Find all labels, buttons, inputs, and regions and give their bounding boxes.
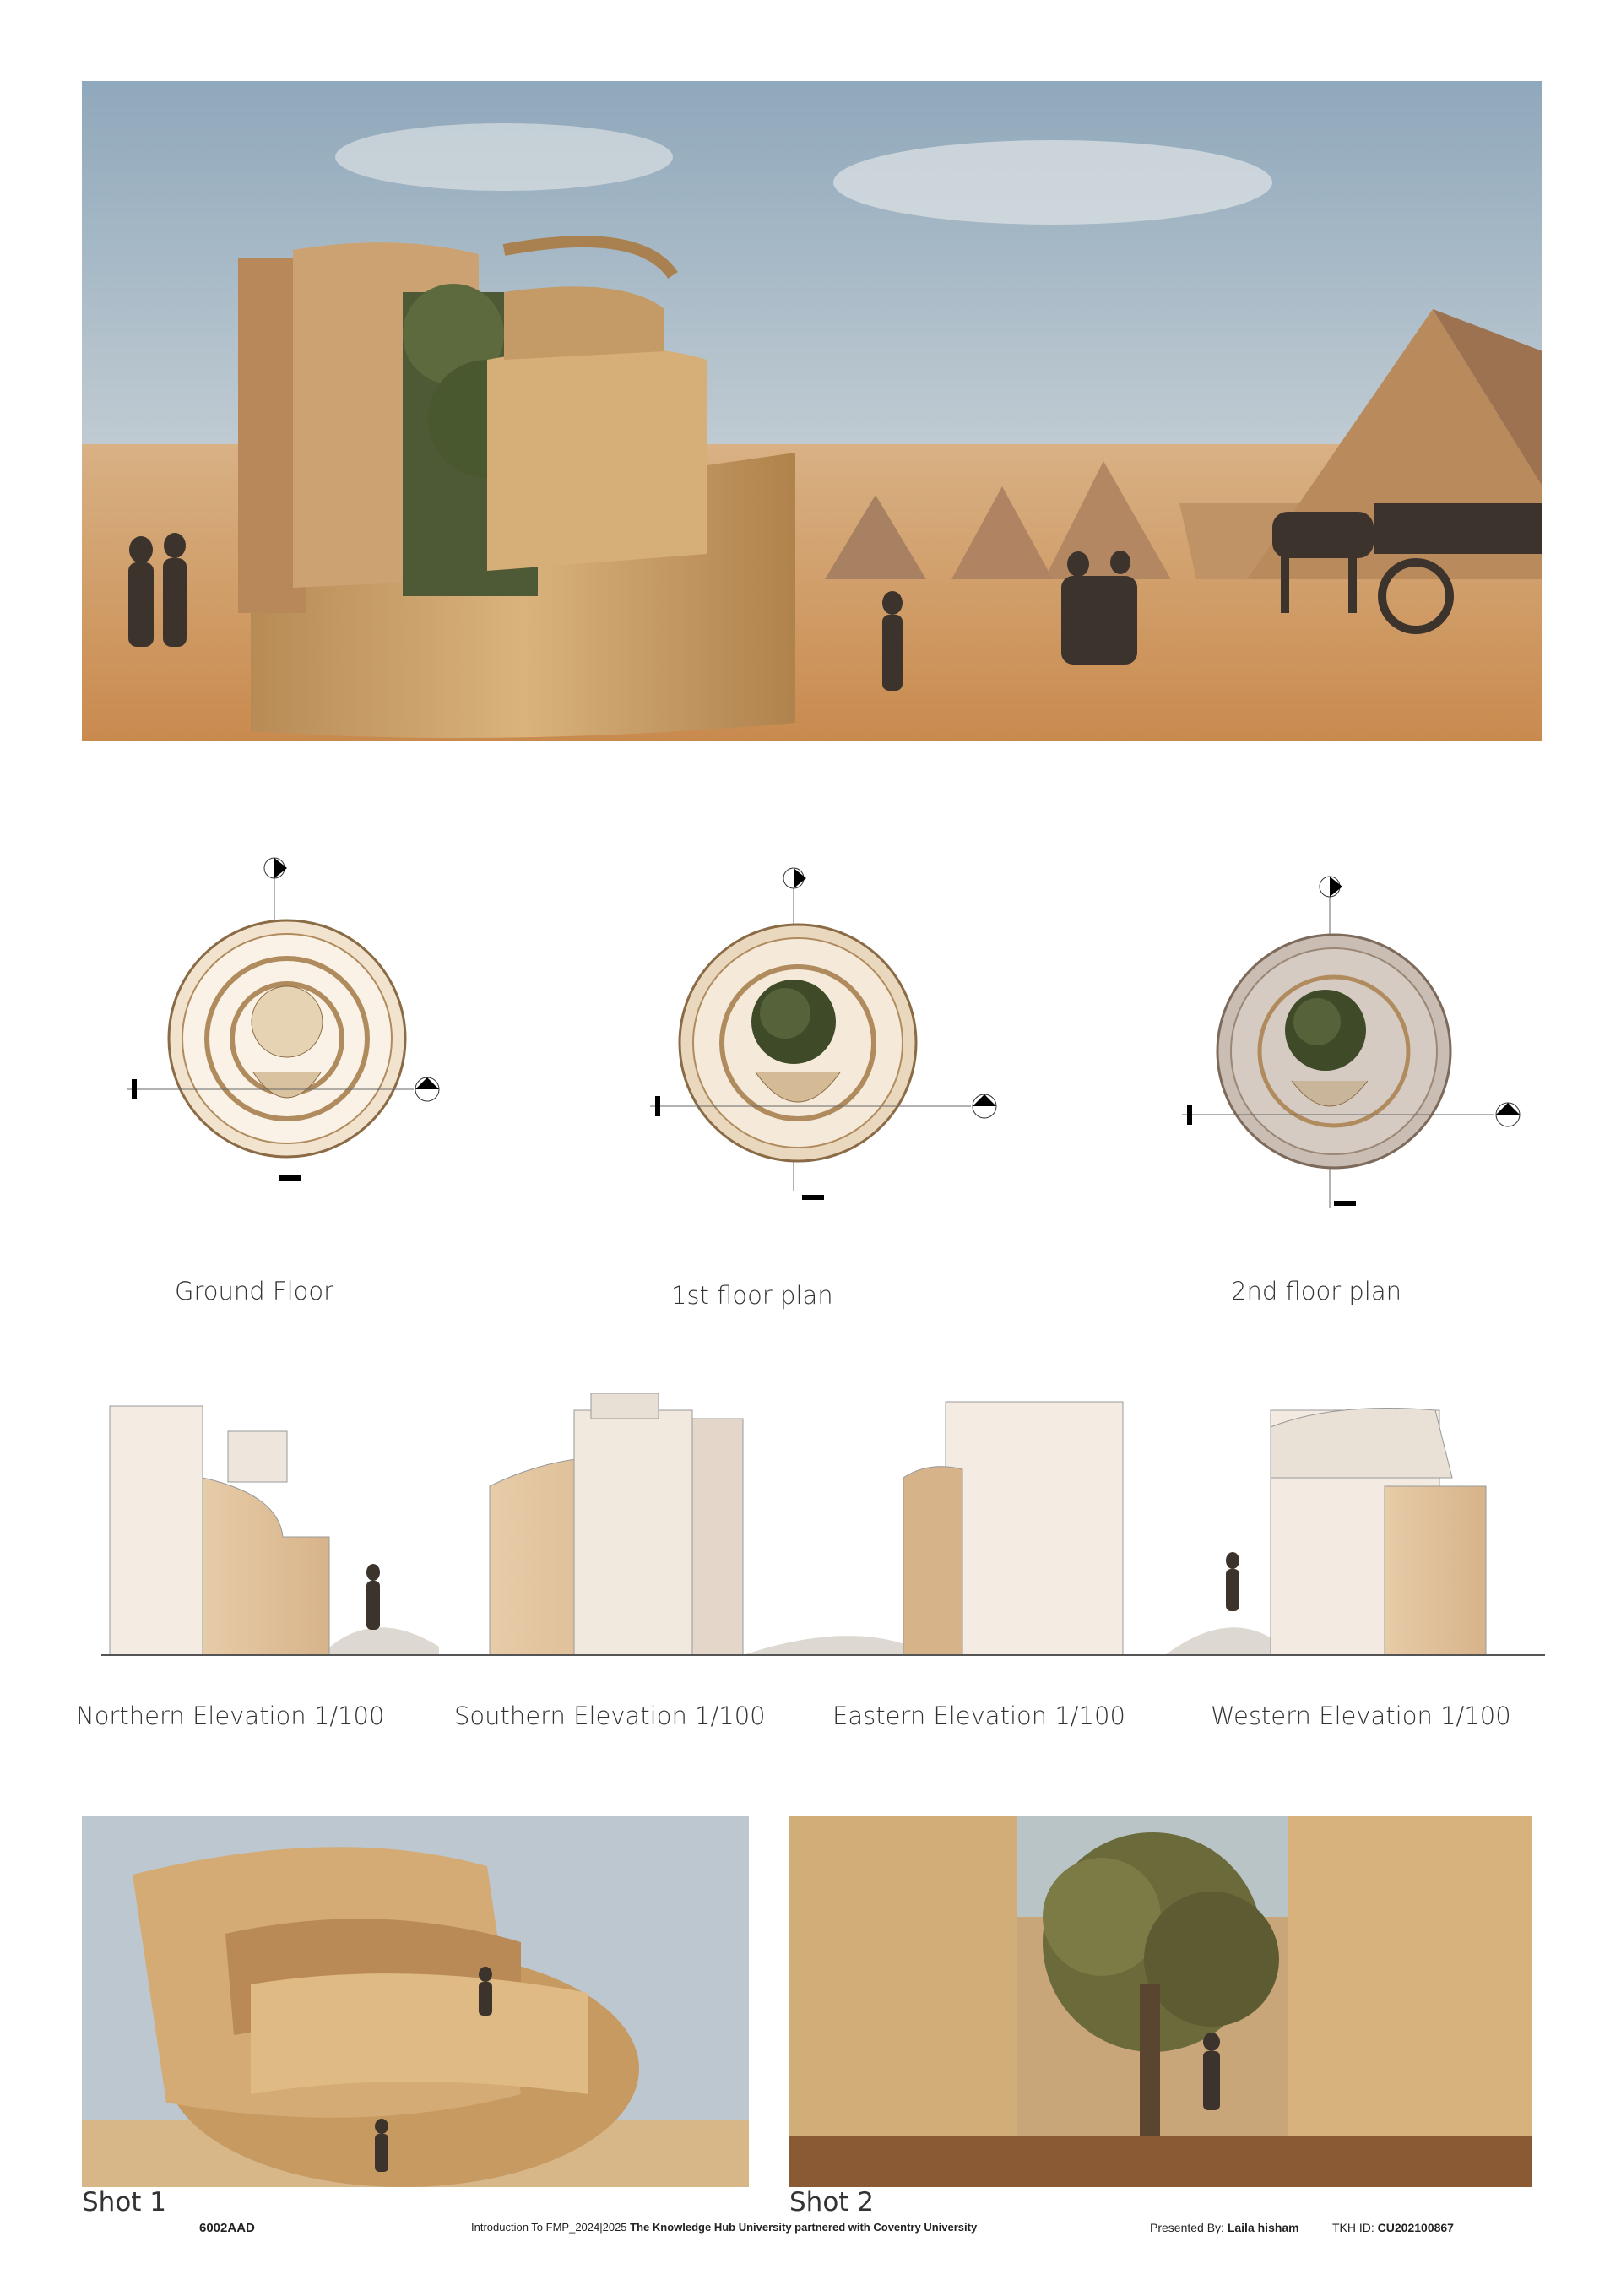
elevations-strip [101,1393,1545,1672]
hero-render [82,81,1542,741]
southern-elevation-drawing [490,1393,743,1655]
first-floor-plan [650,853,1005,1208]
elevation-caption-eastern: Eastern Elevation 1/100 [832,1702,1125,1730]
footer-id-value: CU202100867 [1377,2221,1454,2234]
footer-id-label: TKH ID: [1332,2221,1378,2234]
plan-caption-first: 1st floor plan [671,1281,833,1310]
footer-course-prefix: Introduction To FMP_2024|2025 [471,2221,631,2234]
northern-elevation-drawing [110,1406,380,1655]
plan-caption-ground: Ground Floor [175,1277,334,1305]
elevation-caption-western: Western Elevation 1/100 [1211,1702,1511,1730]
footer-course [471,2221,977,2234]
shot-1-render [82,1816,749,2187]
footer-presenter-name: Laila hisham [1227,2221,1299,2234]
second-floor-plan [1182,870,1537,1216]
western-elevation-drawing [1226,1409,1486,1656]
footer-module-code: 6002AAD [199,2221,255,2235]
footer-presenter [1150,2221,1299,2234]
shot-2-render [789,1816,1532,2187]
elevation-caption-northern: Northern Elevation 1/100 [76,1702,385,1730]
shot-caption-1: Shot 1 [82,2187,167,2217]
shot-caption-2: Shot 2 [789,2187,875,2217]
plan-caption-second: 2nd floor plan [1231,1277,1401,1305]
footer-id [1332,2221,1454,2234]
eastern-elevation-drawing [903,1402,1123,1655]
elevation-caption-southern: Southern Elevation 1/100 [454,1702,766,1730]
ground-floor-plan [127,844,447,1191]
footer-presented-label: Presented By: [1150,2221,1228,2234]
footer-course-rest: The Knowledge Hub University partnered with Coventry University [630,2221,978,2234]
